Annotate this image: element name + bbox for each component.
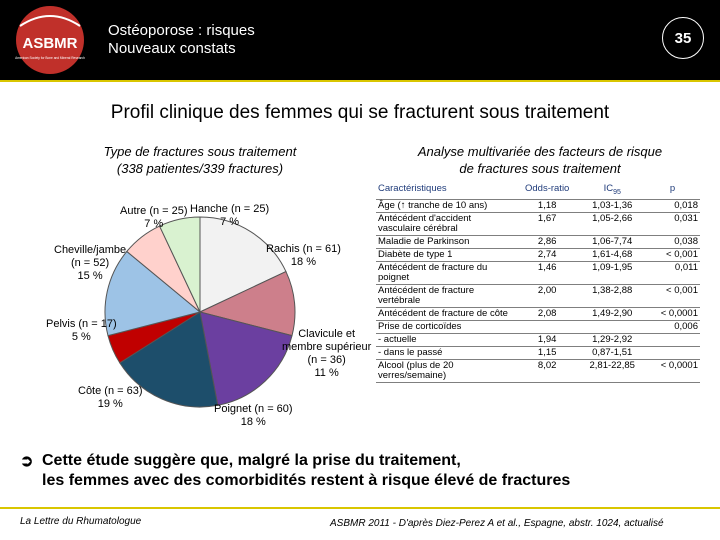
table-row	[376, 307, 700, 320]
table-row	[376, 320, 700, 333]
table-cell: 8,02	[515, 359, 579, 382]
pie-label-rachis-pct: 18 %	[290, 256, 316, 268]
table-cell	[645, 346, 700, 359]
pie-label-cheville-name: Cheville/jambe	[54, 244, 127, 256]
table-row	[376, 248, 700, 261]
pie-label-rachis-name: Rachis (n = 61)	[266, 243, 341, 255]
pie-label-clavicule	[282, 328, 371, 380]
pie-label-cote	[78, 385, 143, 411]
pie-label-clavicule-pct: 11 %	[314, 367, 339, 379]
conclusion-line2: les femmes avec des comorbidités restent à risque élevé de fractures	[42, 472, 571, 489]
table-cell: 0,038	[645, 235, 700, 248]
footer-source: ASBMR 2011 - D'après Diez-Perez A et al., Espagne, abstr. 1024, actualisé	[330, 518, 664, 529]
table-subtitle-line2: de fractures sous traitement	[459, 161, 621, 176]
table-cell: Antécédent de fracture du poignet	[376, 261, 515, 284]
table-row	[376, 284, 700, 307]
table-cell: 1,06-7,74	[579, 235, 645, 248]
table-cell: 1,67	[515, 212, 579, 235]
pie-label-cheville-pct: 15 %	[77, 270, 103, 282]
pie-label-clavicule-name2: membre supérieur	[282, 341, 372, 353]
pie-subtitle-line1: Type de fractures sous traitement	[103, 144, 297, 159]
table-cell: 1,46	[515, 261, 579, 284]
pie-subtitle-line2: (338 patientes/339 fractures)	[116, 161, 284, 176]
table-row	[376, 359, 700, 382]
conclusion-line1: Cette étude suggère que, malgré la prise du traitement,	[42, 452, 461, 469]
table-cell: Antécédent de fracture vertébrale	[376, 284, 515, 307]
table-cell: - dans le passé	[376, 346, 515, 359]
table-cell: 1,29-2,92	[579, 333, 645, 346]
header-title-line1: Ostéoporose : risques	[108, 22, 255, 39]
table-header-cell: Caractéristiques	[376, 183, 515, 199]
pie-label-rachis	[266, 243, 341, 269]
table-cell: 1,09-1,95	[579, 261, 645, 284]
svg-text:ASBMR: ASBMR	[22, 35, 78, 52]
table-header-cell: $IC_{95}$	[579, 183, 645, 199]
pie-label-cote-pct: 19 %	[97, 398, 123, 410]
table-cell: 1,94	[515, 333, 579, 346]
pie-label-hanche	[190, 203, 269, 229]
header-title-line2: Nouveaux constats	[108, 40, 236, 57]
table-cell: 1,49-2,90	[579, 307, 645, 320]
pie-label-poignet-pct: 18 %	[240, 416, 266, 428]
table-cell: Diabète de type 1	[376, 248, 515, 261]
table-cell: 0,018	[645, 199, 700, 212]
pie-label-autre-pct: 7 %	[144, 218, 164, 230]
table-cell: < 0,0001	[645, 307, 700, 320]
table-cell: 1,05-2,66	[579, 212, 645, 235]
risk-factor-table	[376, 183, 700, 383]
table-row	[376, 199, 700, 212]
pie-label-pelvis-pct: 5 %	[71, 331, 91, 343]
pie-label-cheville-n: (n = 52)	[70, 257, 110, 269]
table-cell: - actuelle	[376, 333, 515, 346]
footer-journal: La Lettre du Rhumatologue	[20, 516, 142, 527]
table-subtitle-line1: Analyse multivariée des facteurs de risque	[417, 144, 663, 159]
table-row	[376, 235, 700, 248]
slide-title: Profil clinique des femmes qui se fracturent sous traitement	[110, 102, 610, 123]
table-cell	[579, 320, 645, 333]
footer-rule	[0, 507, 720, 509]
table-cell: < 0,001	[645, 248, 700, 261]
pie-label-hanche-name: Hanche (n = 25)	[190, 203, 270, 215]
table-cell: Âge (↑ tranche de 10 ans)	[376, 199, 515, 212]
table-cell: 0,006	[645, 320, 700, 333]
table-cell: 2,08	[515, 307, 579, 320]
table-cell: 1,38-2,88	[579, 284, 645, 307]
table-cell: 1,18	[515, 199, 579, 212]
pie-label-hanche-pct: 7 %	[220, 216, 240, 228]
pie-label-clavicule-n: (n = 36)	[307, 354, 346, 366]
table-cell: 0,031	[645, 212, 700, 235]
table-cell: 0,87-1,51	[579, 346, 645, 359]
arrow-icon: ➲	[20, 453, 34, 470]
table-cell	[645, 333, 700, 346]
table-cell: Prise de corticoïdes	[376, 320, 515, 333]
table-cell: 2,86	[515, 235, 579, 248]
table-cell: 2,74	[515, 248, 579, 261]
table-cell: Antécédent de fracture de côte	[376, 307, 515, 320]
table-header-cell: p	[645, 183, 700, 199]
page-number-badge: 35	[662, 17, 704, 59]
pie-label-pelvis-name: Pelvis (n = 17)	[46, 318, 117, 330]
pie-label-poignet-name: Poignet (n = 60)	[214, 403, 293, 415]
pie-label-cote-name: Côte (n = 63)	[78, 385, 143, 397]
conclusion-text	[42, 451, 570, 491]
table-cell: 1,03-1,36	[579, 199, 645, 212]
table-row	[376, 212, 700, 235]
pie-label-cheville	[54, 244, 126, 283]
pie-label-autre	[120, 205, 188, 231]
svg-text:American Society for Bone and: American Society for Bone and Mineral Research	[15, 56, 85, 60]
table-cell: Alcool (plus de 20 verres/semaine)	[376, 359, 515, 382]
table-cell: 0,011	[645, 261, 700, 284]
table-cell: 2,00	[515, 284, 579, 307]
table-cell	[515, 320, 579, 333]
table-cell: 1,61-4,68	[579, 248, 645, 261]
table-cell: 2,81-22,85	[579, 359, 645, 382]
table-cell: 1,15	[515, 346, 579, 359]
pie-label-clavicule-name: Clavicule et	[298, 328, 356, 340]
table-cell: < 0,0001	[645, 359, 700, 382]
table-header-cell: Odds-ratio	[515, 183, 579, 199]
table-row	[376, 333, 700, 346]
table-row	[376, 261, 700, 284]
table-row	[376, 346, 700, 359]
pie-label-pelvis	[46, 318, 117, 344]
table-cell: < 0,001	[645, 284, 700, 307]
table-cell: Maladie de Parkinson	[376, 235, 515, 248]
pie-label-autre-name: Autre (n = 25)	[120, 205, 188, 217]
pie-label-poignet	[214, 403, 293, 429]
table-cell: Antécédent d'accident vasculaire cérébral	[376, 212, 515, 235]
table-header-row	[376, 183, 700, 199]
